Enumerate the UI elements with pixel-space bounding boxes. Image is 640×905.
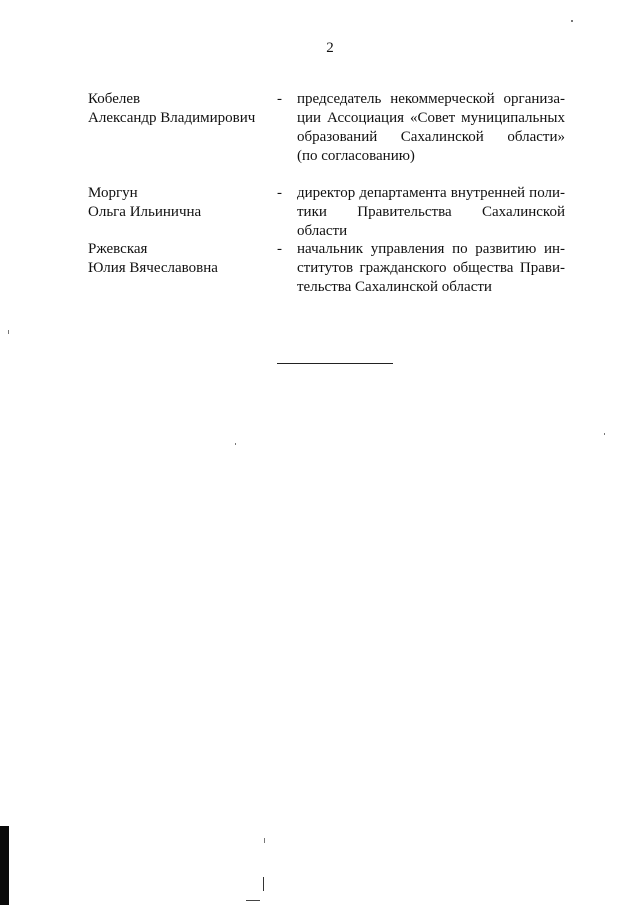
role-line: начальник управления по развитию ин- [297, 241, 565, 257]
member-role [297, 240, 565, 297]
role-line: председатель некоммерческой организа- [297, 91, 565, 107]
member-name [88, 184, 273, 222]
separator-dash: - [277, 241, 282, 257]
separator-dash: - [277, 185, 282, 201]
scan-speck [264, 838, 265, 843]
end-of-list-rule [277, 363, 393, 364]
role-line: образований Сахалинской области» [297, 129, 565, 145]
separator-dash: - [277, 91, 282, 107]
scan-speck [235, 443, 236, 445]
scan-edge-shadow [0, 826, 9, 905]
role-line: ции Ассоциация «Совет муниципальных [297, 110, 565, 126]
member-role [297, 90, 565, 166]
member-surname: Моргун [88, 185, 138, 201]
scan-speck [263, 877, 264, 891]
page-number: 2 [326, 40, 334, 56]
member-given-names: Александр Владимирович [88, 110, 256, 126]
scan-speck [246, 900, 260, 901]
member-name [88, 90, 273, 128]
scan-speck [571, 20, 573, 22]
member-name [88, 240, 273, 278]
member-given-names: Ольга Ильинична [88, 204, 202, 220]
member-given-names: Юлия Вячеславовна [88, 260, 218, 276]
member-role [297, 184, 565, 241]
member-surname: Кобелев [88, 91, 141, 107]
role-line: (по согласованию) [297, 148, 415, 164]
role-line: тики Правительства Сахалинской области [297, 204, 565, 239]
role-line: ститутов гражданского общества Прави- [297, 260, 565, 276]
scan-speck [8, 330, 9, 334]
role-line: тельства Сахалинской области [297, 279, 492, 295]
member-surname: Ржевская [88, 241, 148, 257]
role-line: директор департамента внутренней поли- [297, 185, 565, 201]
scan-speck [604, 433, 605, 435]
